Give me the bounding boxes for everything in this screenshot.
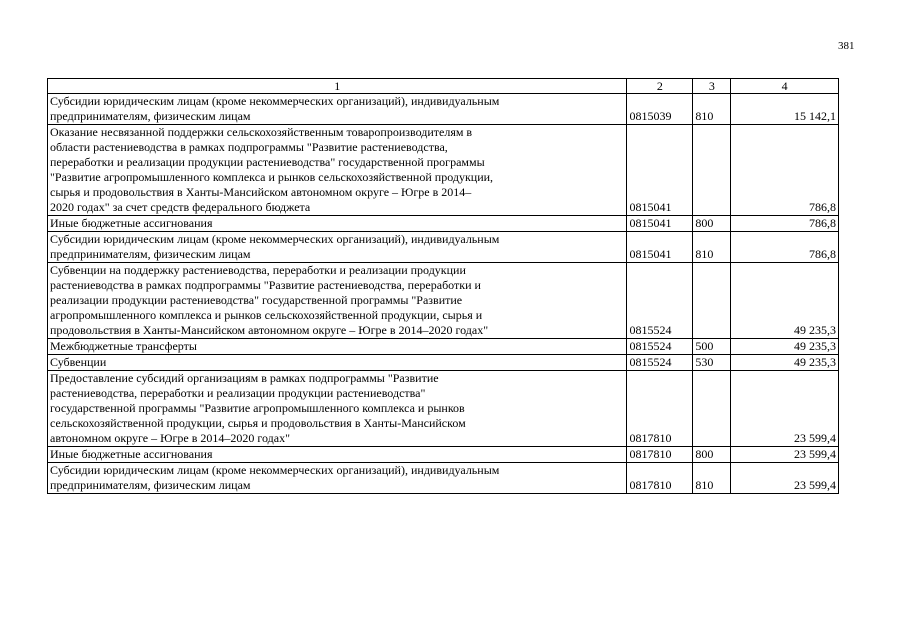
- row-expense-type: 810: [693, 94, 731, 125]
- description-line: реализации продукции растениеводства" государственной программы "Развитие: [50, 293, 463, 307]
- description-line: Субсидии юридическим лицам (кроме некоммерческих организаций), индивидуальным: [50, 463, 500, 477]
- row-amount: 23 599,4: [731, 447, 839, 463]
- row-expense-type: 800: [693, 447, 731, 463]
- description-line: сельскохозяйственной продукции, сырья и продовольствия в Ханты-Мансийском: [50, 416, 466, 430]
- table-row: [48, 447, 839, 463]
- row-expense-type: 500: [693, 339, 731, 355]
- row-code: 0815524: [627, 339, 693, 355]
- row-code: 0817810: [627, 371, 693, 447]
- description-line: Субвенции на поддержку растениеводства, переработки и реализации продукции: [50, 263, 466, 277]
- description-line: 2020 годах" за счет средств федерального бюджета: [50, 200, 311, 214]
- row-expense-type: 800: [693, 216, 731, 232]
- description-line: предпринимателям, физическим лицам: [50, 247, 251, 261]
- table-row: [48, 463, 839, 494]
- description-line: Субсидии юридическим лицам (кроме некоммерческих организаций), индивидуальным: [50, 94, 500, 108]
- budget-table: [47, 78, 839, 494]
- column-header-3: 3: [693, 79, 731, 94]
- description-line: переработки и реализации продукции растениеводства" государственной программы: [50, 155, 485, 169]
- row-amount: 786,8: [731, 125, 839, 216]
- row-amount: 786,8: [731, 216, 839, 232]
- description-line: Межбюджетные трансферты: [50, 339, 197, 353]
- table-row: [48, 263, 839, 339]
- row-code: 0815524: [627, 263, 693, 339]
- column-header-2: 2: [627, 79, 693, 94]
- row-description: [48, 125, 627, 216]
- table-row: [48, 125, 839, 216]
- description-line: сырья и продовольствия в Ханты-Мансийском автономном округе – Югре в 2014–: [50, 185, 472, 199]
- description-line: Иные бюджетные ассигнования: [50, 216, 213, 230]
- row-description: [48, 447, 627, 463]
- row-description: [48, 232, 627, 263]
- description-line: предпринимателям, физическим лицам: [50, 109, 251, 123]
- description-line: предпринимателям, физическим лицам: [50, 478, 251, 492]
- row-expense-type: [693, 371, 731, 447]
- row-description: [48, 371, 627, 447]
- row-amount: 49 235,3: [731, 263, 839, 339]
- row-description: [48, 463, 627, 494]
- description-line: Оказание несвязанной поддержки сельскохозяйственным товаропроизводителям в: [50, 125, 473, 139]
- row-description: [48, 339, 627, 355]
- row-amount: 49 235,3: [731, 339, 839, 355]
- table-row: [48, 339, 839, 355]
- row-expense-type: 530: [693, 355, 731, 371]
- description-line: автономном округе – Югре в 2014–2020 годах": [50, 431, 290, 445]
- row-expense-type: 810: [693, 463, 731, 494]
- row-code: 0815041: [627, 232, 693, 263]
- row-code: 0815041: [627, 125, 693, 216]
- table-row: [48, 371, 839, 447]
- table-header-row: [48, 79, 839, 94]
- description-line: растениеводства, переработки и реализации продукции растениеводства": [50, 386, 426, 400]
- row-code: 0815039: [627, 94, 693, 125]
- row-code: 0815041: [627, 216, 693, 232]
- row-amount: 49 235,3: [731, 355, 839, 371]
- table-row: [48, 232, 839, 263]
- row-description: [48, 263, 627, 339]
- page-number: 381: [838, 40, 855, 52]
- table-row: [48, 216, 839, 232]
- row-amount: 23 599,4: [731, 371, 839, 447]
- description-line: области растениеводства в рамках подпрограммы "Развитие растениеводства,: [50, 140, 448, 154]
- row-description: [48, 355, 627, 371]
- description-line: Иные бюджетные ассигнования: [50, 447, 213, 461]
- row-expense-type: 810: [693, 232, 731, 263]
- description-line: растениеводства в рамках подпрограммы "Развитие растениеводства, переработки и: [50, 278, 481, 292]
- column-header-4: 4: [731, 79, 839, 94]
- description-line: агропромышленного комплекса и рынков сельскохозяйственной продукции, сырья и: [50, 308, 483, 322]
- row-amount: 786,8: [731, 232, 839, 263]
- table-row: [48, 355, 839, 371]
- row-amount: 23 599,4: [731, 463, 839, 494]
- row-expense-type: [693, 125, 731, 216]
- row-amount: 15 142,1: [731, 94, 839, 125]
- table-body: [48, 94, 839, 494]
- description-line: Субсидии юридическим лицам (кроме некоммерческих организаций), индивидуальным: [50, 232, 500, 246]
- row-code: 0817810: [627, 463, 693, 494]
- row-expense-type: [693, 263, 731, 339]
- table-row: [48, 94, 839, 125]
- row-code: 0817810: [627, 447, 693, 463]
- description-line: Предоставление субсидий организациям в рамках подпрограммы "Развитие: [50, 371, 439, 385]
- row-code: 0815524: [627, 355, 693, 371]
- row-description: [48, 94, 627, 125]
- description-line: продовольствия в Ханты-Мансийском автономном округе – Югре в 2014–2020 годах": [50, 323, 489, 337]
- row-description: [48, 216, 627, 232]
- description-line: государственной программы "Развитие агропромышленного комплекса и рынков: [50, 401, 465, 415]
- description-line: Субвенции: [50, 355, 107, 369]
- description-line: "Развитие агропромышленного комплекса и рынков сельскохозяйственной продукции,: [50, 170, 494, 184]
- column-header-1: 1: [48, 79, 627, 94]
